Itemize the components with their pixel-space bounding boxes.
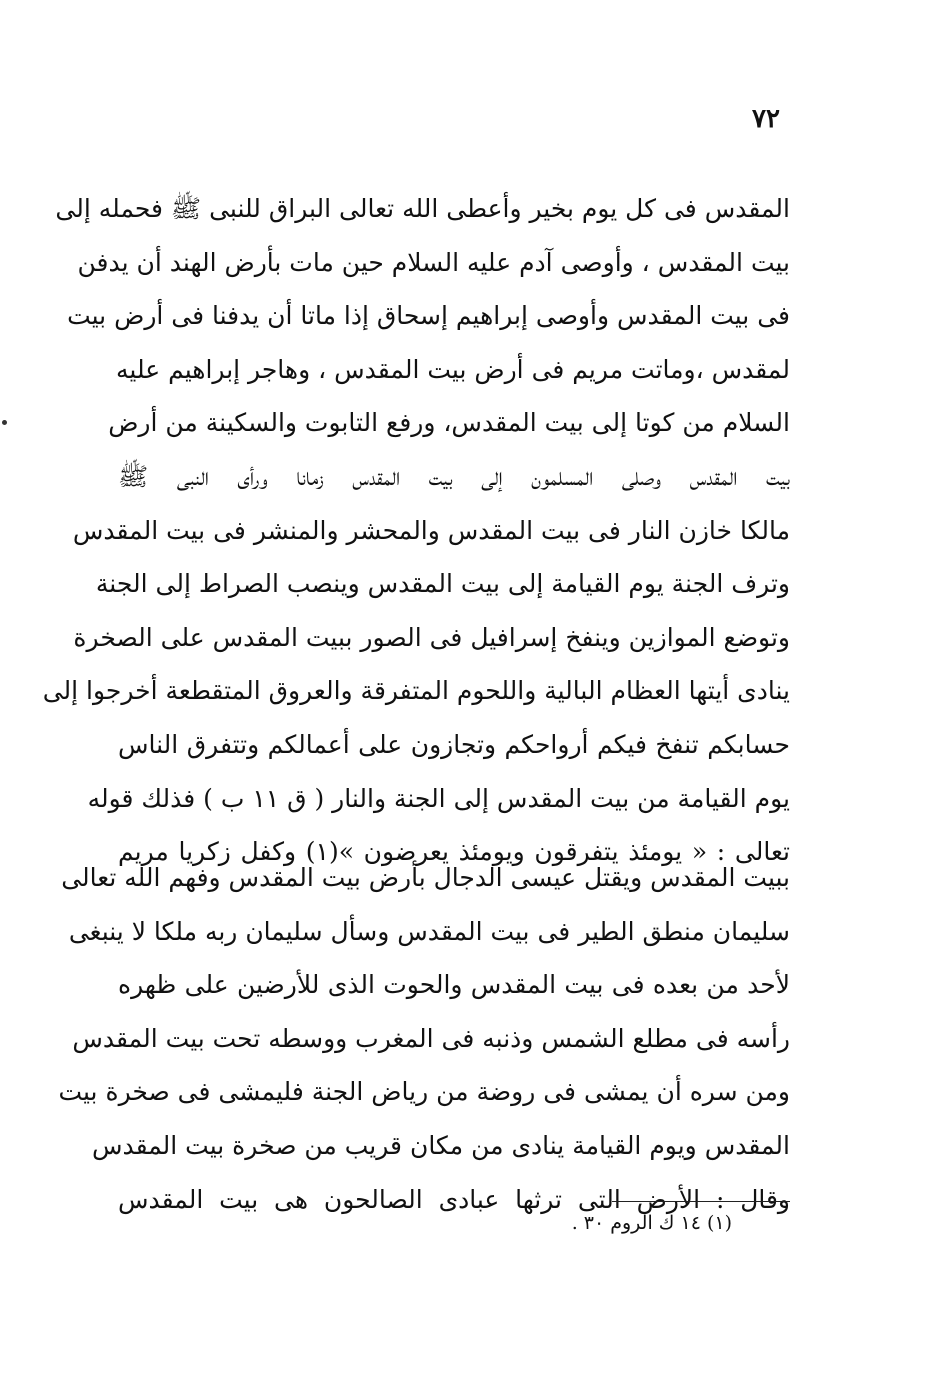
text-line: فى بيت المقدس وأوصى إبراهيم إسحاق إذا ماتا أن يدفنا فى أرض بيت <box>67 301 790 331</box>
text-line: المقدس ويوم القيامة ينادى من مكان قريب من صخرة بيت المقدس <box>91 1130 790 1160</box>
text-line: يوم القيامة من بيت المقدس إلى الجنة والنار ( ق ١١ ب ) فذلك قوله <box>87 783 790 813</box>
text-line: سليمان منطق الطير فى بيت المقدس وسأل سليمان ربه ملكا لا ينبغى <box>68 916 790 946</box>
text-line: مالكا خازن النار فى بيت المقدس والمحشر والمنشر فى بيت المقدس <box>72 515 790 545</box>
text-line: وترف الجنة يوم القيامة إلى بيت المقدس وينصب الصراط إلى الجنة <box>95 569 790 599</box>
text-line: لمقدس ،وماتت مريم فى أرض بيت المقدس ، وهاجر إبراهيم عليه <box>116 354 790 384</box>
text-line: ببيت المقدس ويقتل عيسى الدجال بأرض بيت المقدس وفهم الله تعالى <box>61 863 790 892</box>
text-line: تعالى : « يومئذ يتفرقون ويومئذ يعرضون »(١) وكفل زكريا مريم <box>118 837 791 867</box>
text-line: رأسه فى مطلع الشمس وذنبه فى المغرب ووسطه تحت بيت المقدس <box>72 1023 790 1053</box>
paragraph-2 <box>58 851 790 1226</box>
text-line: حسابكم تنفخ فيكم أرواحكم وتجازون على أعمالكم وتتفرق الناس <box>118 729 790 759</box>
text-line: لأحد من بعده فى بيت المقدس والحوت الذى للأرضين على ظهره <box>118 970 790 1000</box>
text-line: وتوضع الموازين وينفخ إسرافيل فى الصور ببيت المقدس على الصخرة <box>73 622 790 652</box>
text-line: وقال : الأرض التى ترثها عبادى الصالحون هى بيت المقدس <box>118 1184 790 1214</box>
text-line: السلام من كوتا إلى بيت المقدس، ورفع التابوت والسكينة من أرض <box>108 408 790 438</box>
text-line: ومن سره أن يمشى فى روضة من رياض الجنة فليمشى فى صخرة بيت <box>58 1077 790 1107</box>
paragraph-1 <box>42 182 791 879</box>
text-line: بيت المقدس ، وأوصى آدم عليه السلام حين مات بأرض الهند أن يدفن <box>77 247 790 277</box>
page-number: ٧٢ <box>752 104 780 134</box>
margin-ink-mark <box>2 420 7 425</box>
footnote-divider <box>612 1201 790 1202</box>
text-line: المقدس فى كل يوم بخير وأعطى الله تعالى البراق للنبى ﷺ فحمله إلى <box>55 194 790 223</box>
text-line: ينادى أيتها العظام البالية واللحوم المتفرقة والعروق المتقطعة أخرجوا إلى <box>42 676 790 706</box>
text-line: بيت المقدس وصلى المسلمون إلى بيت المقدس زمانا ورأى النبى ﷺ <box>118 461 790 491</box>
footnote: (١) ١٤ ك الروم ٣٠ . <box>571 1212 732 1234</box>
